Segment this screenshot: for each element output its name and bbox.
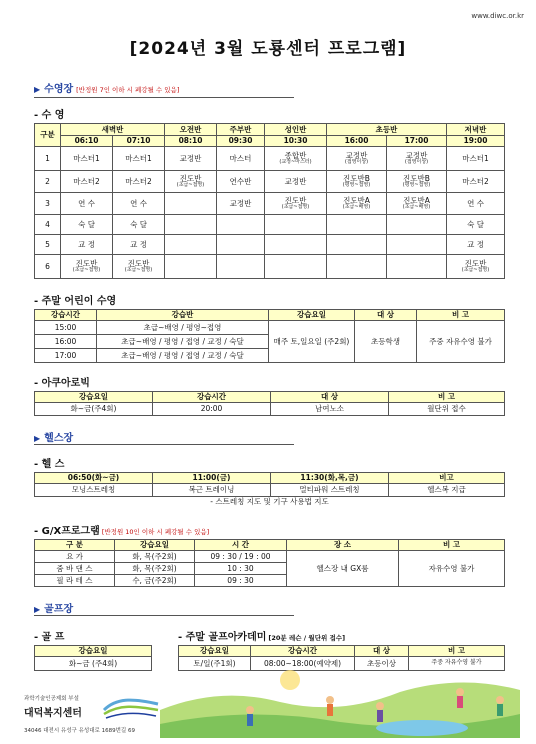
class-cell: 마스터1 [447,147,505,171]
aqua-subheading: - 아쿠아로빅 [34,378,90,389]
class-cell: 마스터2 [61,171,113,193]
class-cell: 숙 달 [113,215,165,235]
class-level: (평영~접영) [342,181,371,188]
program-cell: 줌 바 댄 스 [35,563,115,575]
time-cell: 10 : 30 [195,563,287,575]
class-name: 진도반 [179,173,202,183]
group-header: 저녁반 [447,124,505,136]
time-header: 09:30 [217,136,265,147]
time-header: 08:10 [165,136,217,147]
col-header: 비 고 [399,540,505,551]
class-cell: 연 수 [113,193,165,215]
col-header: 강습시간 [153,392,271,403]
class-cell: 마스터 [217,147,265,171]
gym-heading [34,429,73,444]
class-cell [165,171,217,193]
footer-name: 대덕복지센터 [24,708,82,719]
weekend-swim-table [34,309,505,363]
table-row [35,484,505,497]
swim-schedule-table [34,123,505,279]
row-number: 3 [35,193,61,215]
table-row [35,321,505,335]
class-cell [165,193,217,215]
row-number: 4 [35,215,61,235]
table-row [35,497,505,508]
golf-table [34,645,152,671]
class-level: (교정~마스터) [279,158,312,165]
pool-note: [반정원 7인 이하 시 폐강될 수 있음] [76,86,180,94]
time-header: 07:10 [113,136,165,147]
class-cell [327,171,387,193]
col-header: 시 간 [195,540,287,551]
class-cell [265,193,327,215]
swim-subheading: - 수 영 [34,110,65,121]
day-cell: 토/일(주1회) [179,657,251,671]
table-row [35,255,505,279]
class-cell [387,147,447,171]
class-cell [165,215,217,235]
triangle-bullet-icon: ▶ [34,605,41,614]
col-header: 강습요일 [35,646,152,657]
site-url[interactable]: www.diwc.or.kr [471,12,524,20]
time-header: 06:10 [61,136,113,147]
table-row [35,147,505,171]
triangle-bullet-icon: ▶ [34,85,41,94]
table-row [35,215,505,235]
day-cell: 화~금(주4회) [35,403,153,416]
class-cell [165,255,217,279]
col-header: 강습요일 [269,310,355,321]
group-header: 오전반 [165,124,217,136]
golf-academy-note: [20분 레슨 / 월단위 접수] [268,634,346,642]
weekend-subheading: - 주말 어린이 수영 [34,296,117,307]
page-title: [2024년 3월 도룡센터 프로그램] [129,39,407,59]
class-cell: 교정반 [265,171,327,193]
col-header-gubun: 구분 [35,124,61,147]
col-header: 비 고 [389,392,505,403]
group-header: 주부반 [217,124,265,136]
time-cell: 08:00~18:00(예약제) [251,657,355,671]
gym-table [34,472,505,508]
class-cell [327,147,387,171]
program-cell: 복근 트레이닝 [153,484,271,497]
col-header: 06:50(화~금) [35,473,153,484]
class-cell: 교 정 [113,235,165,255]
class-cell [217,255,265,279]
divider [34,444,294,445]
class-cell: 숙 달 [61,215,113,235]
class-name: 진도반A [343,195,370,205]
golf-subheading: - 골 프 [34,632,65,643]
class-cell [387,235,447,255]
class-level: (평영~접영) [402,181,431,188]
row-number: 5 [35,235,61,255]
row-number: 1 [35,147,61,171]
class-cell [327,235,387,255]
group-header: 성인반 [265,124,327,136]
col-header: 강습시간 [35,310,97,321]
time-cell: 15:00 [35,321,97,335]
note-cell: 헬스복 지급 [389,484,505,497]
golf-academy-subheading-text: - 주말 골프아카데미 [178,632,267,643]
col-header: 대 상 [355,310,417,321]
class-cell: 연 수 [447,193,505,215]
class-name: 진도반A [403,195,430,205]
wave-logo-icon [102,694,160,720]
col-header: 장 소 [287,540,399,551]
divider [34,615,294,616]
divider [34,97,294,98]
class-cell [265,255,327,279]
table-row [35,235,505,255]
col-header: 강습요일 [179,646,251,657]
class-name: 교정반 [405,150,428,160]
class-cell: 마스터1 [61,147,113,171]
class-level: (초급~접영) [124,266,153,273]
col-header: 구 분 [35,540,115,551]
class-cell [61,255,113,279]
class-level: (초급~접영) [281,203,310,210]
pool-heading [34,80,179,95]
class-cell [327,193,387,215]
program-cell: 모닝스트레칭 [35,484,153,497]
footnote: - 스트레칭 지도 및 기구 사용법 지도 [210,497,329,507]
class-cell [217,235,265,255]
time-cell: 20:00 [153,403,271,416]
note-cell: 주중 자유수영 불가 [409,657,505,671]
class-cell [265,235,327,255]
program-cell: 필 라 테 스 [35,575,115,587]
class-cell: 마스터1 [113,147,165,171]
row-number: 2 [35,171,61,193]
target-cell: 남여노소 [271,403,389,416]
group-header: 새벽반 [61,124,165,136]
col-header: 11:30(화,목,금) [271,473,389,484]
class-cell: 교 정 [61,235,113,255]
class-level: (초급~배영) [342,203,371,210]
time-cell: 09 : 30 [195,575,287,587]
golf-heading [34,600,73,615]
class-name: 진도반B [403,173,430,183]
gx-subheading [34,522,209,537]
col-header: 강습요일 [35,392,153,403]
day-cell: 매주 토,일요일 (주2회) [269,321,355,363]
class-name: 진도반 [464,258,487,268]
col-header: 비고 [389,473,505,484]
note-cell: 월단위 접수 [389,403,505,416]
col-header: 대 상 [271,392,389,403]
class-name: 진도반 [284,195,307,205]
golf-heading-text: 골프장 [44,604,74,615]
target-cell: 초등학생 [355,321,417,363]
table-row [35,551,505,563]
class-name: 진도반 [75,258,98,268]
triangle-bullet-icon: ▶ [34,434,41,443]
gx-subheading-text: - G/X프로그램 [34,526,100,537]
class-level: (초급~접영) [176,181,205,188]
class-cell [265,215,327,235]
time-cell: 16:00 [35,335,97,349]
time-cell: 17:00 [35,349,97,363]
time-header: 16:00 [327,136,387,147]
sports-illustration-icon [160,640,520,738]
class-name: 진도반B [343,173,370,183]
group-header: 초등반 [327,124,447,136]
table-row [35,403,505,416]
class-cell: 연 수 [61,193,113,215]
table-row [35,171,505,193]
class-level: (초급~접영) [461,266,490,273]
col-header: 대 상 [355,646,409,657]
class-cell [265,147,327,171]
class-name: 교정반 [345,150,368,160]
aqua-table [34,391,505,416]
program-cell: 요 가 [35,551,115,563]
col-header: 강습반 [97,310,269,321]
class-cell: 숙 달 [447,215,505,235]
place-cell: 헬스장 내 GX룸 [287,551,399,587]
col-header: 강습요일 [115,540,195,551]
class-cell: 교 정 [447,235,505,255]
class-level: (접영이상) [344,158,369,165]
class-cell [447,255,505,279]
gx-note: [반정원 10인 이하 시 폐강될 수 있음] [101,528,210,536]
target-cell: 초등이상 [355,657,409,671]
class-name: 진도반 [127,258,150,268]
day-cell: 수, 금(주2회) [115,575,195,587]
class-cell [387,255,447,279]
class-cell: 마스터2 [447,171,505,193]
class-cell [387,171,447,193]
gym-heading-text: 헬스장 [44,433,74,444]
class-cell [387,193,447,215]
class-cell: 초급~배영 / 평영~접영 [97,321,269,335]
note-cell: 자유수영 불가 [399,551,505,587]
col-header: 비 고 [409,646,505,657]
class-cell: 초급~배영 / 평영 / 접영 / 교정 / 숙달 [97,349,269,363]
footer-org: 과학기술인공제회 부설 [24,696,79,702]
note-cell: 주중 자유수영 불가 [417,321,505,363]
gym-subheading: - 헬 스 [34,459,65,470]
class-cell [113,255,165,279]
program-cell: 멀티파워 스트레칭 [271,484,389,497]
day-cell: 화, 목(주2회) [115,563,195,575]
class-cell [165,235,217,255]
time-header: 19:00 [447,136,505,147]
class-name: 종합반 [284,150,307,160]
day-cell: 화~금 (주4회) [35,657,152,671]
class-level: (접영이상) [404,158,429,165]
time-cell: 09 : 30 / 19 : 00 [195,551,287,563]
col-header: 11:00(금) [153,473,271,484]
table-row [35,657,152,671]
class-cell: 마스터2 [113,171,165,193]
col-header: 강습시간 [251,646,355,657]
table-row [35,193,505,215]
class-level: (초급~접영) [72,266,101,273]
time-header: 10:30 [265,136,327,147]
class-cell [327,215,387,235]
time-header: 17:00 [387,136,447,147]
class-cell: 교정반 [217,193,265,215]
footer-address: 34046 대전시 유성구 유성대로 1689번길 69 [24,728,135,734]
class-cell [387,215,447,235]
pool-heading-text: 수영장 [44,84,74,95]
class-cell: 초급~배영 / 평영 / 접영 / 교정 / 숙달 [97,335,269,349]
gx-table [34,539,505,587]
class-cell [217,215,265,235]
col-header: 비 고 [417,310,505,321]
class-cell: 연수반 [217,171,265,193]
class-level: (초급~배영) [402,203,431,210]
day-cell: 화, 목(주2회) [115,551,195,563]
class-cell: 교정반 [165,147,217,171]
class-cell [327,255,387,279]
row-number: 6 [35,255,61,279]
